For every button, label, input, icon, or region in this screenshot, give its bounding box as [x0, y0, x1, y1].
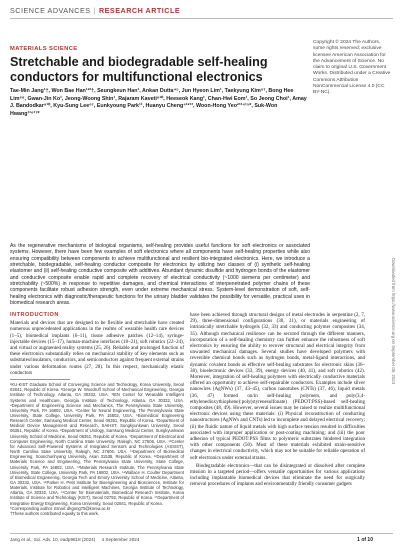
section-heading: INTRODUCTION	[10, 312, 59, 318]
journal-name: SCIENCE ADVANCES	[10, 6, 91, 15]
abstract: As the regenerative mechanisms of biological organisms, self-healing provides useful functions for soft electronics or associated systems. However, there have been few examples of soft electronics where all components have self-healing properties while also ensuring compatibility between components to achieve multifunctional and resilient bio-integrated electronics. Here, we introduce a stretchable, biodegradable, self-healing conductor composite for electronics by utilizing two classes of (i) synthetic self-healing elastomer and (ii) self-healing conductive composite with additives. Abundant dynamic disulfide and hydrogen bonds of the elastomer and conductive composite enable rapid and complete recovery of electrical conductivity (~1000 siemens per centimeter) and stretchability (~500%) in response to repetitive damages, and chemical interactions of interpenetrated polymer chains of these components facilitate robust adhesion strength, even under extreme mechanical stress. System-level demonstration of soft, self-healing electronics with diagnostic/therapeutic functions for the urinary bladder validates the possibility for versatile, practical uses in biomedical research areas.	[10, 243, 310, 307]
subject-category: MATERIALS SCIENCE	[10, 46, 78, 52]
header-separator: |	[93, 6, 96, 15]
journal-header	[10, 6, 180, 15]
body-paragraph: Materials and devices that are designed to be flexible and stretchable have created numerous unprecedented applications in the realms of wearable health care devices (1–5), biomedical implants (6–11), tissue adhesive patches (12–14), syringe-injectable devices (15–17), human-machine interfaces (18–21), soft robotics (22–24), and virtual or augmented reality systems (25, 26). Reliable and prolonged function of these electronics substantially relies on mechanical stability of key elements such as substrates/insulators, conductors, and semiconductors against frequent external strains under various deformation routes (27, 28). In this respect, mechanically elastic conductors	[10, 320, 184, 376]
header-rule	[10, 18, 393, 19]
affiliations: ¹KU-KIST Graduate School of Converging Science and Technology, Korea University, Seoul 02841, Republic of Korea. ²George W. Woodruff School of Mechanical Engineering, Georgia Institute of Technology, Atlanta, GA 30332, USA. ³IEN Center for Wearable Intelligent Systems and Healthcare, Georgia Institute of Technology, Atlanta, GA 30332, USA. ⁴Department of Engineering Science and Mechanics, The Pennsylvania State University, University Park, PA 16802, USA. ⁵Center for Neural Engineering, The Pennsylvania State University, State College, University Park, PA 16802, USA. ⁶Biomedical Engineering Research Center, Samsung Medical Center, Seoul 06351, Republic of Korea. ⁷Department of Medical Device Management and Research, SAIHST, Sungkyunkwan University, Seoul 06351, Republic of Korea. ⁸Department of Urology, Samsung Medical Center, Sungkyunkwan University School of Medicine, Seoul 06351, Republic of Korea. ⁹Department of Electrical and Computer Engineering, North Carolina State University, Raleigh, NC 27606, USA. ¹⁰Center for Advanced Self-Powered Systems of Integrated Sensors and Technologies (ASSIST), North Carolina State University, Raleigh, NC 27606, USA. ¹¹Department of Biomedical Engineering, Soonchunhyang University, Asan 31538, Republic of Korea. ¹²Department of Materials Science and Engineering, The Pennsylvania State University, State College, University Park, PA 16802, USA. ¹³Materials Research Institute, The Pennsylvania State University, State College, University Park, PA 16802, USA. ¹⁴Wallace H. Coulter Department of Biomedical Engineering, Georgia Tech and Emory University School of Medicine, Atlanta, GA 30332, USA. ¹⁵Parker H. Petit Institute for Bioengineering and Biosciences, Institute for Materials, Institute for Robotics and Intelligent Machines, Georgia Institute of Technology, Atlanta, GA 30332, USA. ¹⁶Center for Biomaterials, Biomedical Research Institute, Korea Institute of Science and Technology (KIST), Seoul 02792, Republic of Korea. ¹⁷Department of Integrative Energy Engineering, Korea University, Seoul 02841, Republic of Korea. *Corresponding author. Email: dkgong75@korea.ac.kr †These authors contributed equally to this work.	[10, 382, 184, 516]
affiliation-rule	[10, 379, 70, 380]
article-type: RESEARCH ARTICLE	[98, 6, 181, 15]
article-title: Stretchable and biodegradable self-healing conductors for multifunctional electronics	[10, 55, 268, 84]
page-number: 1 of 10	[357, 537, 373, 543]
body-paragraph: have been achieved through structural designs of metal electrodes in serpentine (2, 7, 29), three-dimensional configurations (30, 31), or materials engineering of intrinsically stretchable hydrogels (32, 33) and conducting polymer composites (34, 35). Although mechanical resilience can be secured through the different manners, incorporation of a self-healing chemistry can further enhance the robustness of soft electronics by ensuring the ability to recover structural and electrical integrity from unwanted mechanical damages. Several studies have developed polymers with reversible chemical bonds such as hydrogen bonds, metal-ligand interactions, and dynamic covalent bonds as effective self-healing substrates for electronic skins (36–38), bioelectronic devices (33, 39), energy devices (40, 41), and soft robotics (42). Moreover, integration of self-healing polymers with electrically conductive materials offered an opportunity to achieve self-repairable conductors. Examples include silver nanowires (AgNWs) (37, 43–45), carbon nanotubes (CNTs) (37, 46), liquid metals (36, 47) formed on/in self-healing polymers, and poly(3,4-ethylenedioxythiophene):poly(styrenesulfonate) (PEDOT:PSS)-based self-healing composites (48, 49). However, several issues may be raised to realize multifunctional electronic devices using these materials: (i) Physical reconstruction of conducting nanostructures (AgNWs and CNTs) led to incomplete and delayed electrical recovery; (ii) the fluidic nature of liquid metals with high surface tension resulted in difficulties associated with improper application or post-coating machining; and (iii) the poor adhesion of typical PEDOT:PSS films to polymeric substrates hindered integration with other components (50). Most of these materials exhibited strain-sensitive changes in electrical conductivity, which may not be suitable for reliable operation of soft electronics under external strains.	[190, 312, 365, 461]
download-note: Downloaded from https://www.science.org on September 08, 2024	[391, 258, 396, 385]
body-paragraph: Biodegradable electronics—that can be disintegrated or dissolved after complete mission in a targeted period—offers versatile opportunities for various applications including implantable biomedical devices that eliminate the need for surgically removal procedures of implants and environmentally friendly consumer gadgets	[190, 462, 365, 488]
left-column	[10, 312, 184, 518]
author-list: Tae-Min Jang¹†, Won Bae Han¹²³†, Seungkeun Han¹, Ankan Dutta⁴⁵, Jun Hyeon Lim¹, Taekyung Kim⁶⁷, Bong Hee Lim⁶⁸, Gwan-Jin Ko¹, Jeong-Woong Shin¹, Rajaram Kaveti⁹¹⁰, Heeseok Kang¹, Chan-Hwi Eom¹, So Jeong Choi¹, Amay J. Bandodkar⁹¹⁰, Kyu-Sung Lee⁶⁷, Eunkyoung Park¹¹, Huanyu Cheng⁴¹²¹³, Woon-Hong Yeo²³¹⁴¹⁵*, Suk-Won Hwang¹¹⁶¹⁷*	[10, 88, 307, 117]
right-column	[190, 312, 365, 490]
citation-line: Jang et al., Sci. Adv. 10, eadp9818 (2024) 4 September 2024	[10, 537, 140, 542]
footer-rule	[10, 533, 393, 534]
copyright-notice: Copyright © 2024 The Authors, some rights reserved; exclusive licensee American Association for the Advancement of Science. No claim to original U.S. Government Works. Distributed under a Creative Commons Attribution NonCommercial License 4.0 (CC BY-NC).	[313, 40, 391, 96]
